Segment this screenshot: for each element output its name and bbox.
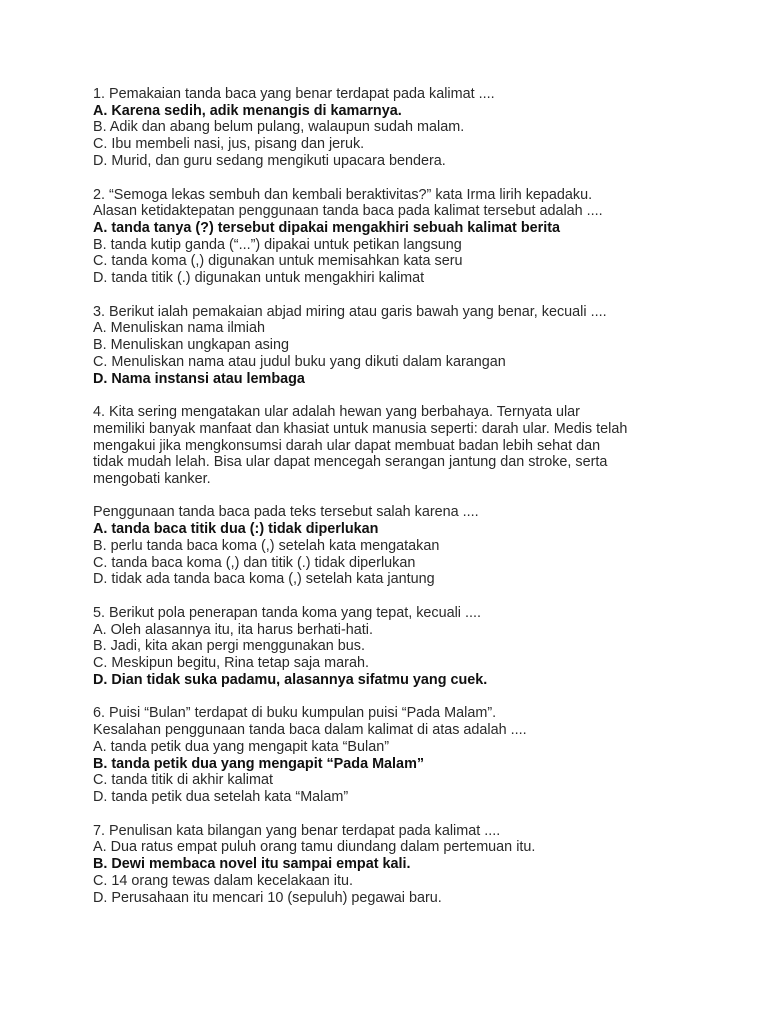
question-6 [93,705,728,805]
question-text-line: memiliki banyak manfaat dan khasiat untuk manusia seperti: darah ular. Medis telah [93,420,628,437]
answer-key-line: A. tanda tanya (?) tersebut dipakai mengakhiri sebuah kalimat berita [93,219,561,236]
question-text-line: Penggunaan tanda baca pada teks tersebut salah karena .... [93,504,479,521]
question-text-line: 5. Berikut pola penerapan tanda koma yang tepat, kecuali .... [93,604,481,621]
answer-key-line: D. Nama instansi atau lembaga [93,370,305,387]
question-text-line: D. tanda titik (.) digunakan untuk mengakhiri kalimat [93,270,425,287]
question-7 [93,823,728,907]
question-5 [93,605,728,689]
question-text-line: mengakui jika mengkonsumsi darah ular dapat membuat badan lebih sehat dan [93,437,601,454]
question-text-line: Kesalahan penggunaan tanda baca dalam kalimat di atas adalah .... [93,722,527,739]
question-2 [93,187,728,287]
question-text-line: C. Meskipun begitu, Rina tetap saja marah. [93,655,369,672]
question-1 [93,86,728,170]
question-text-line: C. tanda baca koma (,) dan titik (.) tidak diperlukan [93,554,416,571]
answer-key-line: B. Dewi membaca novel itu sampai empat kali. [93,856,411,873]
question-text-line: 7. Penulisan kata bilangan yang benar terdapat pada kalimat .... [93,822,501,839]
question-text-line: 1. Pemakaian tanda baca yang benar terdapat pada kalimat .... [93,86,495,102]
question-text-line: A. Oleh alasannya itu, ita harus berhati-hati. [93,621,373,638]
question-3 [93,304,728,388]
question-text-line: 2. “Semoga lekas sembuh dan kembali beraktivitas?” kata Irma lirih kepadaku. [93,186,593,203]
question-text-line: tidak mudah lelah. Bisa ular dapat mencegah serangan jantung dan stroke, serta [93,454,608,471]
question-text-line: C. tanda koma (,) digunakan untuk memisahkan kata seru [93,253,463,270]
question-text-line: 3. Berikut ialah pemakaian abjad miring atau garis bawah yang benar, kecuali .... [93,303,607,320]
question-text-line: B. Adik dan abang belum pulang, walaupun sudah malam. [93,119,465,136]
question-text-line: C. Ibu membeli nasi, jus, pisang dan jeruk. [93,136,365,153]
question-text-line: D. tanda petik dua setelah kata “Malam” [93,789,349,805]
question-text-line: C. tanda titik di akhir kalimat [93,772,273,789]
question-text-line: mengobati kanker. [93,471,211,488]
question-text-line: A. Dua ratus empat puluh orang tamu diundang dalam pertemuan itu. [93,839,536,856]
question-text-line: 4. Kita sering mengatakan ular adalah hewan yang berbahaya. Ternyata ular [93,404,580,421]
question-text-line: B. tanda kutip ganda (“...”) dipakai untuk petikan langsung [93,236,462,253]
question-text-line: 6. Puisi “Bulan” terdapat di buku kumpulan puisi “Pada Malam”. [93,705,497,722]
question-text-line: Alasan ketidaktepatan penggunaan tanda baca pada kalimat tersebut adalah .... [93,203,603,220]
question-text-line: B. perlu tanda baca koma (,) setelah kata mengatakan [93,537,440,554]
question-text-line: B. Menuliskan ungkapan asing [93,337,290,354]
question-text-line: A. Menuliskan nama ilmiah [93,320,265,337]
question-text-line: D. tidak ada tanda baca koma (,) setelah kata jantung [93,571,435,588]
answer-key-line: A. Karena sedih, adik menangis di kamarnya. [93,102,402,119]
question-text-line: B. Jadi, kita akan pergi menggunakan bus. [93,638,365,655]
question-text-line: D. Murid, dan guru sedang mengikuti upacara bendera. [93,152,446,169]
question-4 [93,404,728,588]
question-text-line: C. Menuliskan nama atau judul buku yang dikuti dalam karangan [93,353,506,370]
answer-key-line: A. tanda baca titik dua (:) tidak diperlukan [93,521,379,538]
answer-key-line: D. Dian tidak suka padamu, alasannya sifatmu yang cuek. [93,671,488,688]
question-text-line: D. Perusahaan itu mencari 10 (sepuluh) pegawai baru. [93,889,442,906]
question-text-line: C. 14 orang tewas dalam kecelakaan itu. [93,872,353,889]
answer-key-line: B. tanda petik dua yang mengapit “Pada Malam” [93,755,425,772]
question-text-line: A. tanda petik dua yang mengapit kata “Bulan” [93,738,389,755]
